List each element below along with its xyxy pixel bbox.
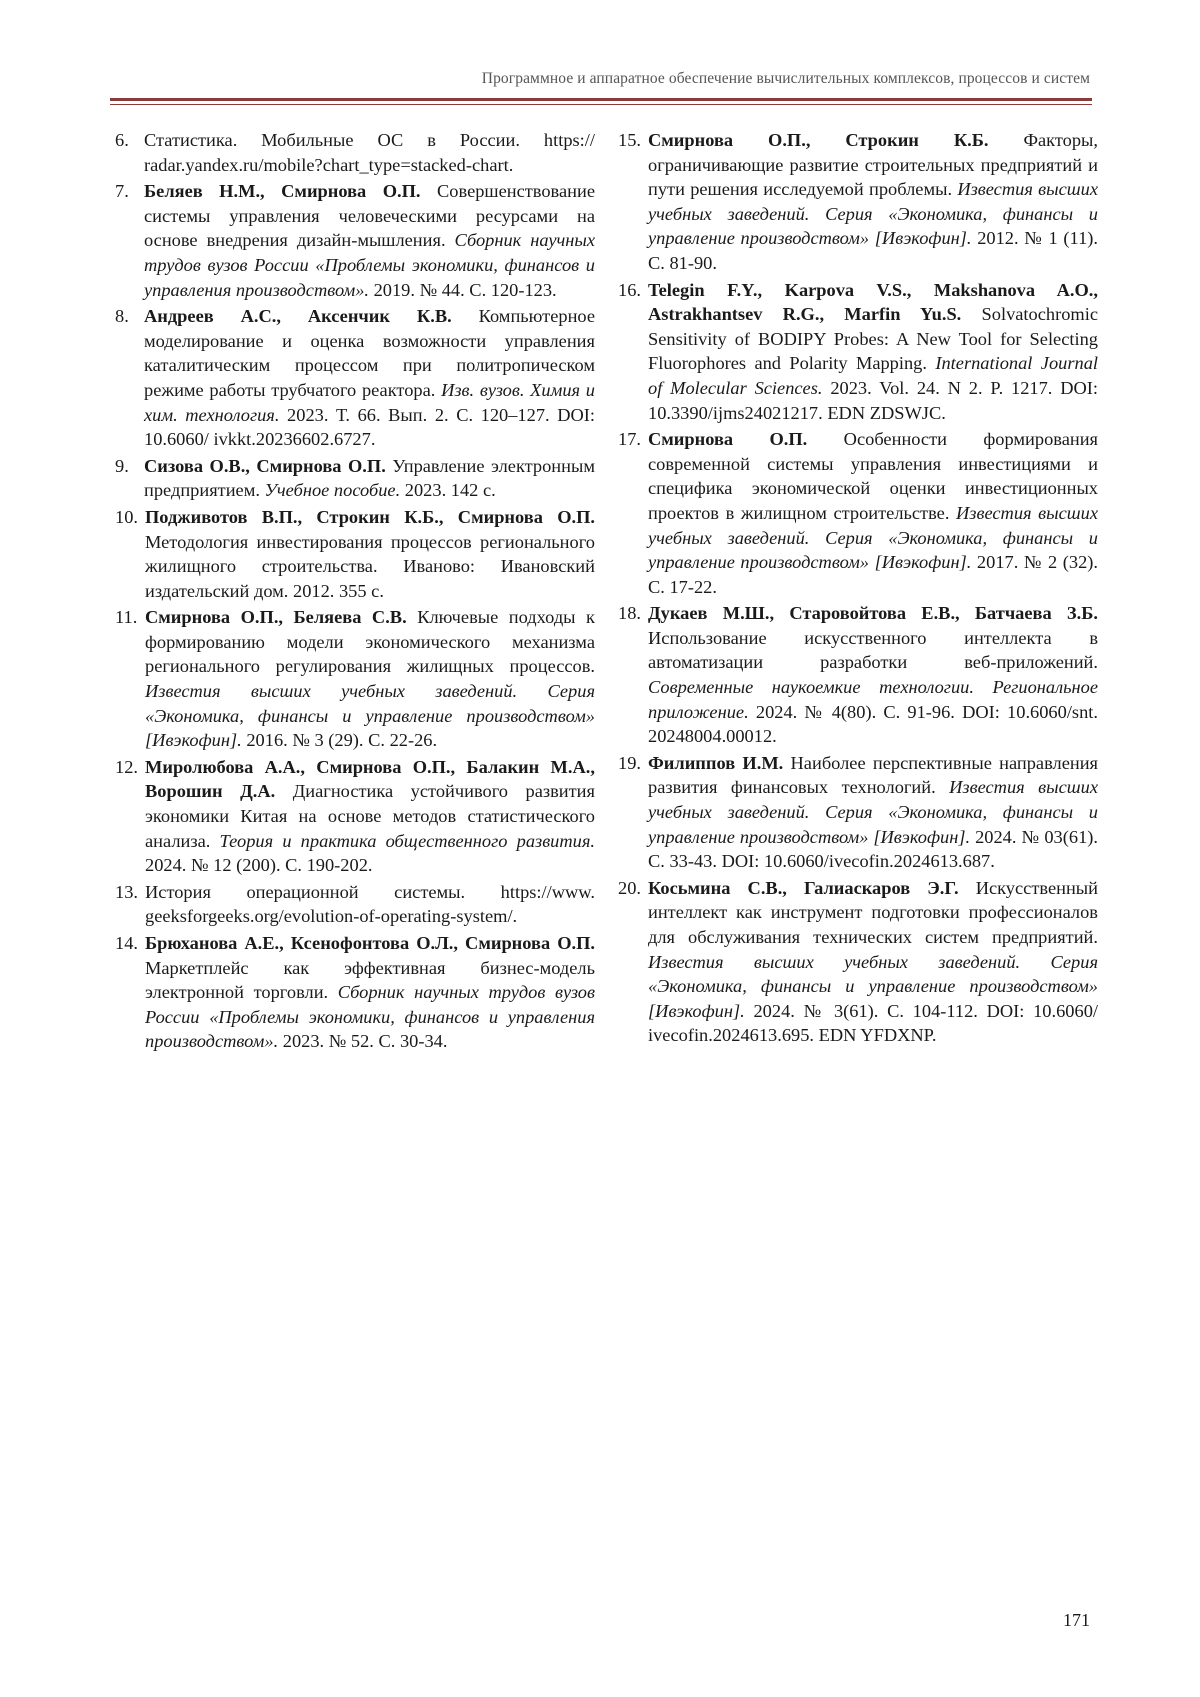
reference-title: Использование искусственного интеллекта в автоматизации разработки веб-приложений. bbox=[648, 627, 1098, 673]
reference-title: Методология инвестирования процессов регионального жилищного строительства. Иваново: Ивановский издательский дом. 2012. 355 с. bbox=[145, 531, 595, 601]
reference-authors: Подживотов В.П., Строкин К.Б., Смирнова О.П. bbox=[145, 506, 595, 527]
reference-text bbox=[145, 505, 595, 603]
reference-number: 6. bbox=[115, 130, 129, 150]
reference-item bbox=[618, 427, 1098, 599]
reference-text bbox=[648, 427, 1098, 599]
reference-item bbox=[115, 880, 595, 929]
reference-title: Компьютерное моделирование и оценка возможности управления каталитическим процессом при политропическом режиме работы трубчатого реактора. bbox=[144, 306, 595, 400]
reference-title: Совершенствование системы управления человеческими ресурсами на основе внедрения дизайн-мышления. bbox=[144, 181, 595, 251]
reference-title: Особенности формирования современной системы управления инвестициями и специфика экономической оценки инвестиционных проектов в жилищном строительстве. bbox=[648, 429, 1099, 523]
reference-source: Известия высших учебных заведений. Серия «Экономика, финансы и управление производством» [Ивэкофин]. bbox=[648, 777, 1098, 847]
reference-title: Факторы, ограничивающие развитие строительных предприятий и пути решения исследуемой проблемы. bbox=[648, 130, 1098, 200]
reference-number: 17. bbox=[618, 429, 641, 450]
reference-item bbox=[618, 128, 1098, 276]
reference-item bbox=[115, 605, 595, 753]
reference-number: 9. bbox=[115, 455, 129, 476]
reference-details: 2024. № 3(61). С. 104-112. DOI: 10.6060/ ivecofin.2024613.695. EDN YFDXNP. bbox=[648, 1000, 1098, 1046]
reference-item bbox=[618, 601, 1098, 749]
reference-authors: Филиппов И.М. bbox=[648, 752, 784, 773]
reference-number: 12. bbox=[115, 756, 138, 777]
reference-number: 20. bbox=[618, 877, 641, 898]
reference-authors: Смирнова О.П. bbox=[648, 429, 808, 450]
reference-text bbox=[145, 605, 595, 753]
reference-details: 2024. № 4(80). С. 91-96. DOI: 10.6060/snt. 20248004.00012. bbox=[648, 701, 1098, 747]
reference-details: 2016. № 3 (29). С. 22-26. bbox=[241, 730, 438, 751]
reference-text bbox=[144, 128, 595, 177]
reference-text bbox=[144, 179, 595, 302]
reference-authors: Дукаев М.Ш., Старовойтова Е.В., Батчаева З.Б. bbox=[648, 603, 1098, 624]
reference-title: Статистика. Мобильные ОС в России. https:// radar.yandex.ru/mobile?chart_type=stacked-chart. bbox=[144, 130, 595, 175]
reference-number: 11. bbox=[115, 607, 138, 628]
reference-authors: Андреев А.С., Аксенчик К.В. bbox=[144, 306, 452, 327]
references-right-column bbox=[618, 128, 1098, 1050]
reference-title: Диагностика устойчивого развития экономики Китая на основе методов статистического анализа. bbox=[145, 781, 595, 851]
reference-number: 10. bbox=[115, 506, 138, 527]
references-left-column bbox=[115, 128, 595, 1056]
running-header: Программное и аппаратное обеспечение вычислительных комплексов, процессов и систем bbox=[481, 70, 1090, 87]
reference-number: 19. bbox=[618, 752, 641, 773]
reference-authors: Сизова О.В., Смирнова О.П. bbox=[144, 455, 386, 476]
reference-source: Сборник научных трудов вузов России «Проблемы экономики, финансов и управления производством». bbox=[145, 982, 595, 1052]
reference-source: Известия высших учебных заведений. Серия «Экономика, финансы и управление производством» [Ивэкофин]. bbox=[648, 951, 1098, 1021]
reference-source: Теория и практика общественного развития. bbox=[219, 830, 595, 851]
reference-item bbox=[115, 179, 595, 302]
reference-title: Наиболее перспективные направления развития финансовых технологий. bbox=[648, 752, 1098, 798]
reference-text bbox=[648, 278, 1098, 426]
reference-details: 2024. № 03(61). С. 33-43. DOI: 10.6060/ivecofin.2024613.687. bbox=[648, 826, 1098, 872]
reference-text bbox=[145, 880, 595, 929]
reference-number: 8. bbox=[115, 306, 129, 327]
reference-item bbox=[115, 128, 595, 177]
reference-text bbox=[648, 751, 1098, 874]
reference-authors: Telegin F.Y., Karpova V.S., Makshanova A.O., Astrakhantsev R.G., Marfin Yu.S. bbox=[648, 279, 1098, 325]
reference-authors: Брюханова А.Е., Ксенофонтова О.Л., Смирнова О.П. bbox=[145, 933, 595, 953]
reference-source: Известия высших учебных заведений. Серия «Экономика, финансы и управление производством» [Ивэкофин]. bbox=[648, 502, 1098, 573]
reference-number: 13. bbox=[115, 881, 138, 902]
reference-text bbox=[648, 876, 1098, 1048]
reference-text bbox=[145, 931, 595, 1054]
reference-item bbox=[115, 931, 595, 1054]
reference-details: 2024. № 12 (200). С. 190-202. bbox=[145, 855, 373, 876]
reference-details: 2012. № 1 (11). С. 81-90. bbox=[648, 228, 1098, 273]
reference-text bbox=[144, 454, 595, 503]
reference-source: Современные наукоемкие технологии. Региональное приложение. bbox=[648, 677, 1098, 722]
reference-item bbox=[618, 876, 1098, 1048]
reference-item bbox=[115, 755, 595, 878]
reference-source: Изв. вузов. Химия и хим. технология. bbox=[144, 379, 595, 425]
reference-details: 2017. № 2 (32). С. 17-22. bbox=[648, 552, 1099, 597]
reference-source: Известия высших учебных заведений. Серия «Экономика, финансы и управление производством» [Ивэкофин]. bbox=[145, 681, 595, 751]
header-rule-thin bbox=[110, 104, 1092, 105]
reference-title: История операционной системы. https://www. geeksforgeeks.org/evolution-of-operating-system/. bbox=[145, 881, 595, 927]
reference-source: Сборник научных трудов вузов России «Проблемы экономики, финансов и управления производством». bbox=[144, 230, 596, 300]
reference-source: Учебное пособие. bbox=[264, 480, 401, 501]
reference-source: International Journal of Molecular Sciences. bbox=[648, 353, 1098, 398]
reference-details: 2023. 142 с. bbox=[400, 480, 496, 501]
reference-number: 7. bbox=[115, 181, 129, 202]
reference-item bbox=[115, 505, 595, 603]
reference-text bbox=[648, 128, 1098, 276]
reference-title: Управление электронным предприятием. bbox=[144, 455, 595, 501]
reference-source: Известия высших учебных заведений. Серия «Экономика, финансы и управление производством» [Ивэкофин]. bbox=[648, 179, 1098, 249]
reference-item bbox=[618, 751, 1098, 874]
reference-authors: Косьмина С.В., Галиаскаров Э.Г. bbox=[648, 877, 959, 898]
reference-number: 14. bbox=[115, 933, 138, 953]
reference-details: 2023. Vol. 24. N 2. P. 1217. DOI: 10.3390/ijms24021217. EDN ZDSWJC. bbox=[648, 377, 1098, 423]
reference-title: Solvatochromic Sensitivity of BODIPY Probes: A New Tool for Selecting Fluorophores and Polarity Mapping. bbox=[648, 304, 1098, 374]
reference-item bbox=[115, 454, 595, 503]
reference-text bbox=[145, 755, 595, 878]
reference-details: 2023. № 52. С. 30-34. bbox=[278, 1031, 448, 1052]
reference-item bbox=[115, 304, 595, 452]
reference-authors: Беляев Н.М., Смирнова О.П. bbox=[144, 181, 421, 202]
reference-text bbox=[648, 601, 1098, 749]
reference-title: Ключевые подходы к формированию модели экономического механизма регионального регулирования жилищных процессов. bbox=[145, 607, 595, 677]
reference-number: 15. bbox=[618, 130, 641, 150]
reference-item bbox=[618, 278, 1098, 426]
header-rule-thick bbox=[110, 98, 1092, 101]
reference-number: 18. bbox=[618, 603, 641, 624]
page-number: 171 bbox=[1063, 1610, 1090, 1630]
reference-text bbox=[144, 304, 595, 452]
reference-details: 2023. Т. 66. Вып. 2. С. 120–127. DOI: 10.6060/ ivkkt.20236602.6727. bbox=[144, 404, 595, 450]
reference-title: Искусственный интеллект как инструмент подготовки профессионалов для обслуживания технических систем предприятий. bbox=[648, 877, 1098, 947]
reference-title: Маркетплейс как эффективная бизнес-модель электронной торговли. bbox=[145, 957, 595, 1003]
reference-details: 2019. № 44. С. 120-123. bbox=[369, 279, 557, 300]
reference-authors: Смирнова О.П., Беляева С.В. bbox=[145, 607, 407, 628]
reference-authors: Миролюбова А.А., Смирнова О.П., Балакин М.А., Ворошин Д.А. bbox=[145, 756, 595, 802]
reference-authors: Смирнова О.П., Строкин К.Б. bbox=[648, 130, 989, 150]
reference-number: 16. bbox=[618, 279, 641, 300]
